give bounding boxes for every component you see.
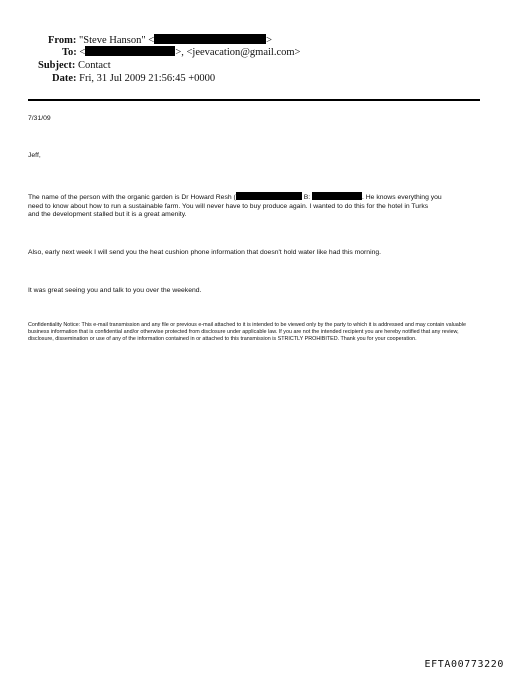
paragraph-1-line-2: need to know about how to run a sustainable farm. You will never have to buy produce again. I wanted to do this for the hotel in Turks — [28, 202, 429, 210]
paragraph-2: Also, early next week I will send you the heat cushion phone information that doesn't hold water like had this morning. — [28, 249, 382, 256]
confidentiality-notice: Confidentiality Notice: This e-mail transmission and any file or previous e-mail attached to it is intended to be viewed only by the party to which it is addressed and may contain valuable business information that is confidential and/or otherwise protected from disclosure under applicable law. If you are not the intended recipient you are hereby notified that any review, disclosure, dissemination or use of any of the information contained in or attached to this transmission is STRICTLY PROHIBITED. Thank you for your cooperation. — [28, 322, 466, 342]
date-value: Fri, 31 Jul 2009 21:56:45 +0000 — [79, 73, 216, 84]
subject-value: Contact — [77, 60, 111, 71]
to-rest: >, <jeevacation@gmail.com> — [175, 47, 301, 58]
paragraph-1-line-1 — [28, 192, 486, 203]
to-line — [62, 46, 300, 60]
to-start: < — [79, 47, 86, 58]
date-line — [52, 72, 215, 86]
paragraph-1-line-3: and the development stalled but it is a great amenity. — [28, 211, 187, 219]
to-label: To: — [62, 47, 77, 58]
from-label: From: — [48, 35, 77, 46]
para1-text-b: B: — [303, 194, 311, 201]
para1-text-a: The name of the person with the organic garden is Dr Howard Resh ( — [28, 194, 236, 201]
date-label: Date: — [52, 73, 77, 84]
para1-text-c: . He knows everything you — [362, 194, 442, 201]
paragraph-1 — [28, 192, 486, 220]
redaction-box — [85, 46, 175, 56]
paragraph-3: It was great seeing you and talk to you over the weekend. — [28, 287, 202, 294]
from-name: "Steve Hanson" < — [79, 35, 155, 46]
from-end: > — [266, 35, 273, 46]
header-divider — [28, 99, 480, 101]
redaction-box — [312, 192, 362, 200]
document-id: EFTA00773220 — [424, 659, 504, 670]
subject-line — [38, 59, 111, 73]
date-text: 7/31/09 — [28, 115, 51, 122]
redaction-box — [154, 34, 266, 44]
redaction-box — [236, 192, 302, 200]
greeting: Jeff, — [28, 152, 41, 159]
subject-label: Subject: — [38, 60, 76, 71]
